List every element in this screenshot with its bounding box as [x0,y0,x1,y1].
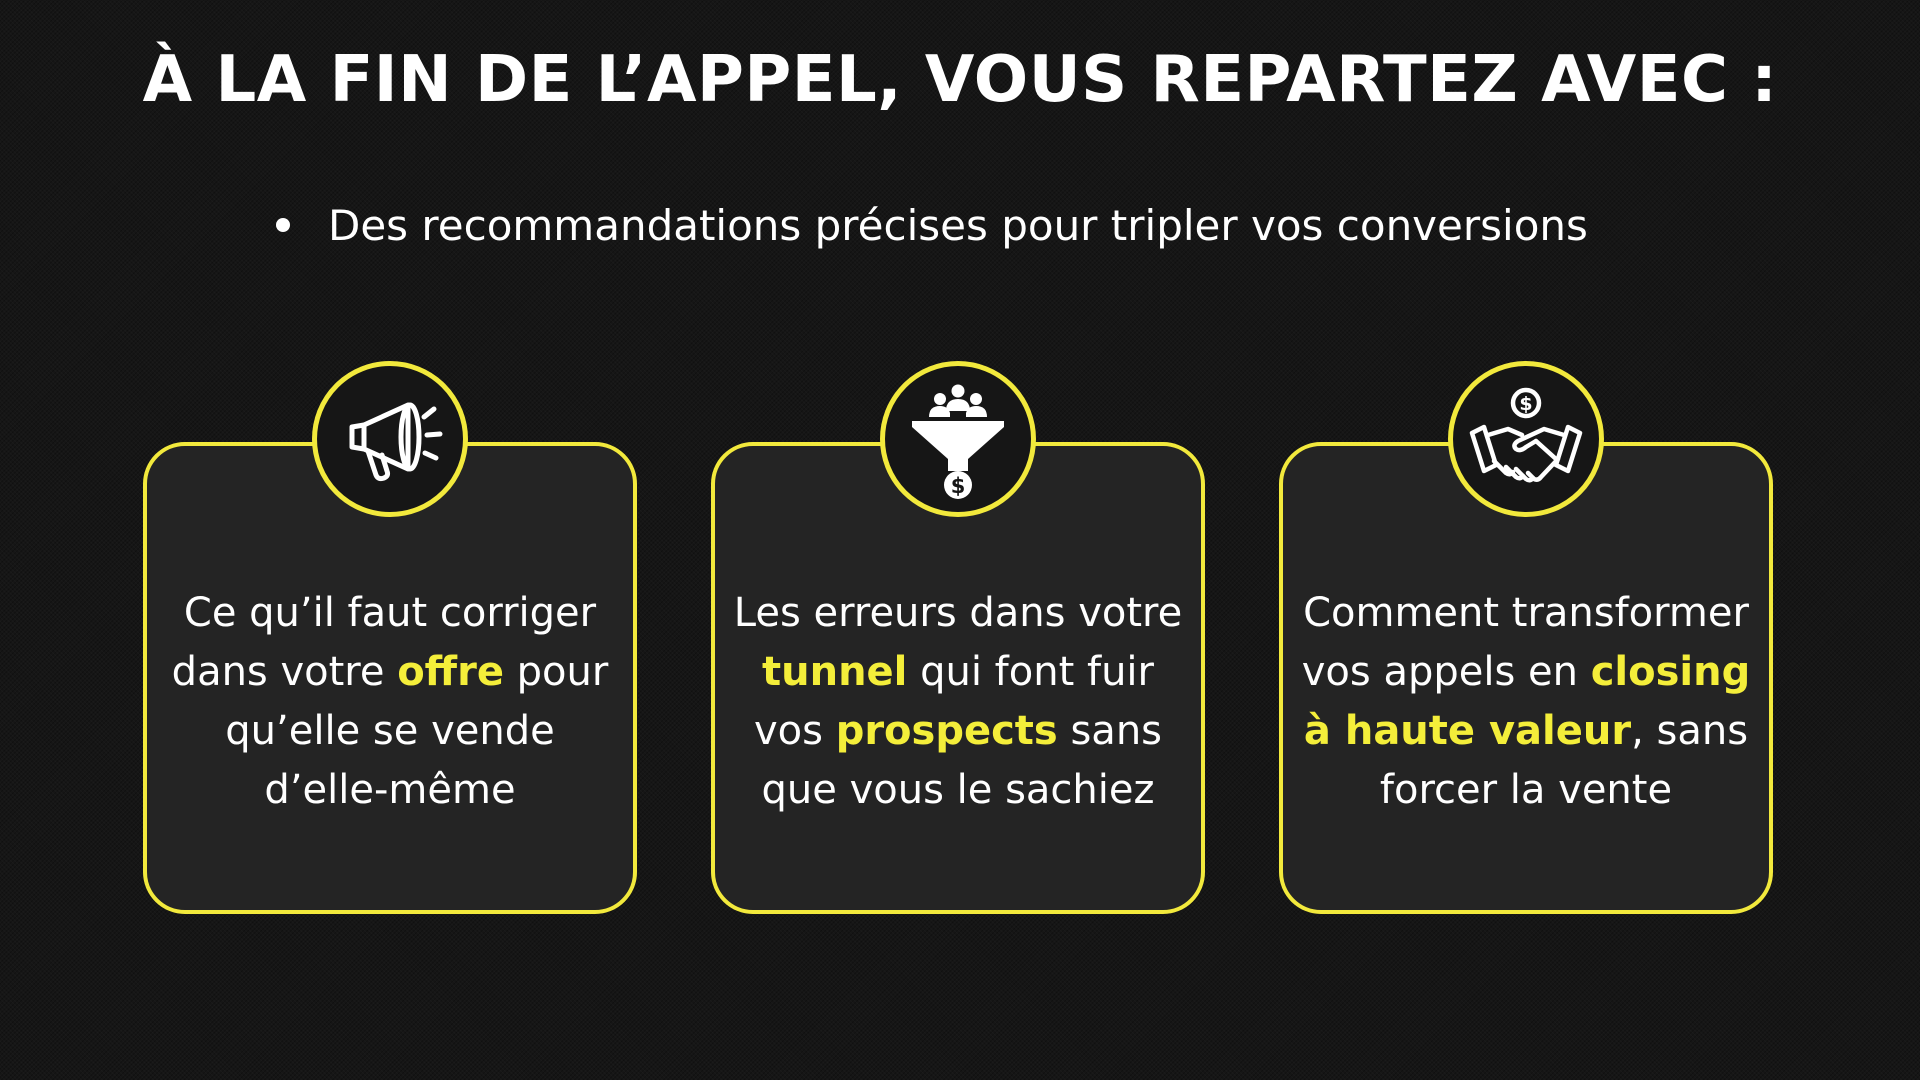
bullet-dot-icon [276,218,290,232]
bullet-item [270,198,1588,252]
card-text-part: sans que vous le sachiez [761,708,1163,813]
megaphone-icon [330,379,450,499]
card-text-highlight: tunnel [762,649,908,695]
card-text [1301,584,1751,820]
megaphone-icon-badge [312,361,468,517]
slide-title: À LA FIN DE L’APPEL, VOUS REPARTEZ AVEC : [142,43,1778,117]
card-text-highlight: prospects [835,708,1058,754]
sales-funnel-icon-badge [880,361,1036,517]
card-text-part: , sans forcer la vente [1379,708,1749,813]
card-text-part: qui font fuir vos [753,649,1154,754]
svg-text:$: $ [950,474,966,498]
card-text [165,584,615,820]
bullet-text: Des recommandations précises pour tripler vos conversions [328,200,1588,250]
card-text [733,584,1183,820]
card-text-part: Ce qu’il faut corriger dans votre [171,590,597,695]
sales-funnel-icon [898,379,1018,499]
card-text-part: Les erreurs dans votre [733,590,1183,636]
handshake-dollar-icon-badge [1448,361,1604,517]
handshake-dollar-icon [1466,379,1586,499]
card-text-part: pour qu’elle se vende d’elle-même [225,649,609,813]
card-text-highlight: closing à haute valeur [1303,649,1751,754]
card-text-highlight: offre [397,649,504,695]
svg-text:$: $ [1519,393,1533,415]
card-text-part: Comment transformer vos appels en [1301,590,1749,695]
